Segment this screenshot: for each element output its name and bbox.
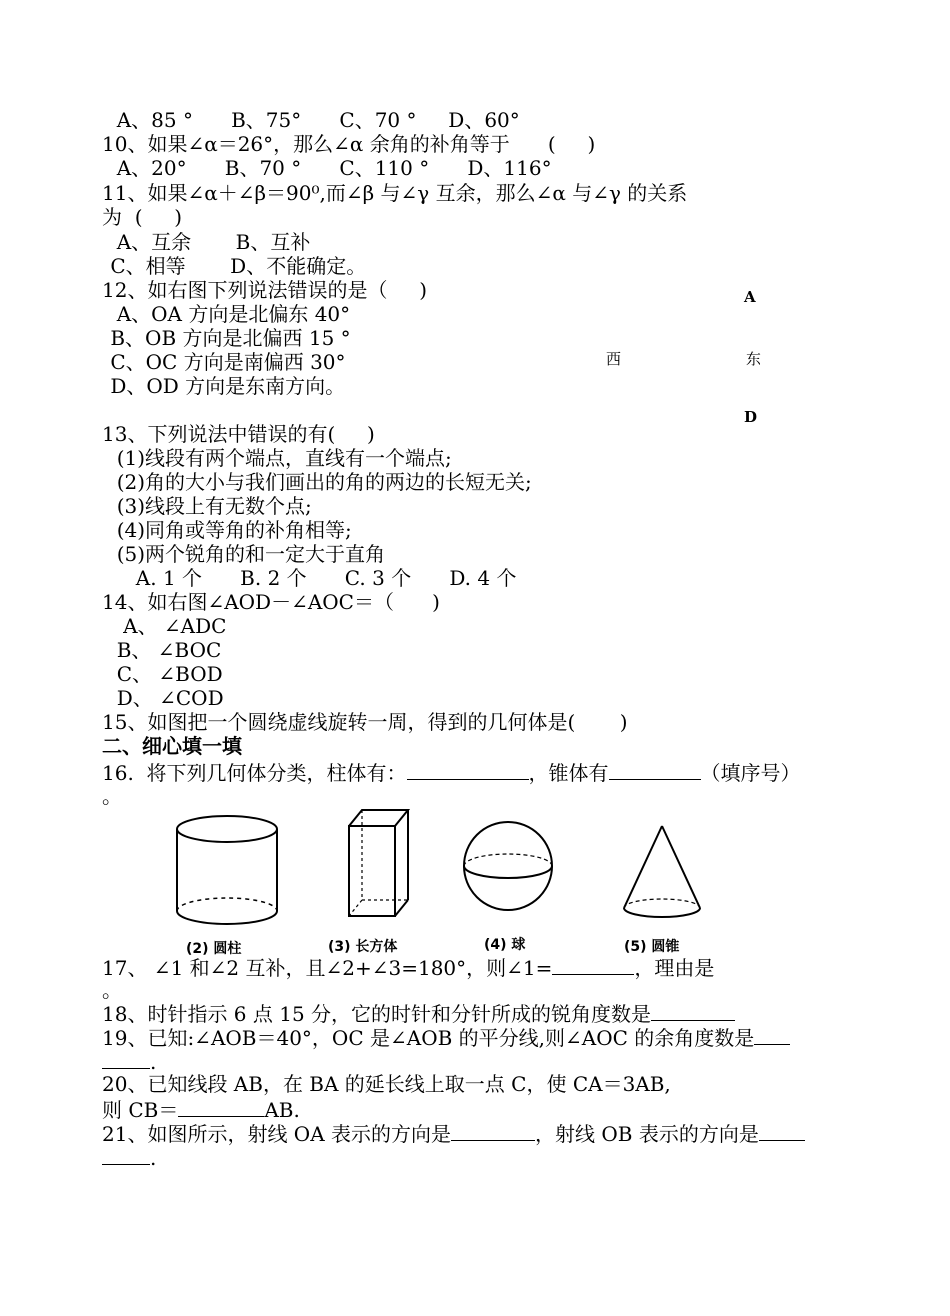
q16-blank-2	[609, 759, 701, 780]
q20-text: 20、已知线段 AB，在 BA 的延长线上取一点 C，使 CA＝3AB,	[102, 1072, 671, 1096]
q21-blank-1	[451, 1120, 535, 1141]
q20-text-cont: 则 CB＝ AB.	[102, 1098, 300, 1122]
cone-figure	[620, 822, 706, 920]
compass-label-a: A	[744, 288, 756, 306]
q17-blank-1	[552, 954, 634, 975]
q19-blank	[754, 1024, 790, 1045]
compass-label-east: 东	[746, 350, 762, 368]
q21-text-end: .	[102, 1144, 156, 1170]
shape-label-sphere: (4) 球	[484, 937, 526, 953]
q20-blank	[178, 1096, 264, 1117]
q15-text: 15、如图把一个圆绕虚线旋转一周，得到的几何体是( )	[102, 710, 628, 734]
q21-blank-2	[759, 1120, 805, 1141]
cylinder-figure	[170, 812, 290, 930]
q11-options-cd: C、相等 D、不能确定。	[104, 254, 367, 278]
q19-text: 19、已知:∠AOB＝40°，OC 是∠AOB 的平分线,则∠AOC 的余角度数是	[102, 1024, 790, 1050]
q10-options: A、20° B、70 ° C、110 ° D、116°	[104, 156, 552, 180]
sphere-figure	[460, 818, 556, 914]
q12-option-d: D、OD 方向是东南方向。	[104, 374, 346, 398]
q13-text: 13、下列说法中错误的有( )	[102, 422, 375, 446]
q12-text: 12、如右图下列说法错误的是（ )	[102, 278, 428, 302]
q9-options: A、85 ° B、75° C、70 ° D、60°	[104, 108, 520, 132]
q11-options-ab: A、互余 B、互补	[104, 230, 311, 254]
q19-blank-cont	[102, 1048, 150, 1069]
q10-text: 10、如果∠α＝26°，那么∠α 余角的补角等于 ( )	[102, 132, 596, 156]
q17-text-end: 。	[102, 978, 122, 1002]
q18-blank	[651, 1000, 735, 1021]
q13-item-3: (3)线段上有无数个点;	[104, 494, 312, 518]
section-title: 二、细心填一填	[102, 734, 242, 758]
cuboid-figure	[342, 806, 414, 922]
q14-option-c: C、 ∠BOD	[104, 662, 223, 686]
q11-text: 11、如果∠α＋∠β＝90⁰,而∠β 与∠γ 互余，那么∠α 与∠γ 的关系	[102, 181, 688, 205]
compass-label-west: 西	[606, 350, 622, 368]
q13-item-1: (1)线段有两个端点，直线有一个端点;	[104, 446, 452, 470]
q14-option-b: B、 ∠BOC	[104, 638, 222, 662]
q16-blank-1	[407, 759, 529, 780]
q21-blank-2-cont	[102, 1144, 150, 1165]
q16-text-end: 。	[102, 784, 122, 808]
q19-text-end: .	[102, 1048, 156, 1074]
shape-label-cone: (5) 圆锥	[624, 939, 680, 955]
q13-item-4: (4)同角或等角的补角相等;	[104, 518, 352, 542]
q12-option-a: A、OA 方向是北偏东 40°	[104, 302, 351, 326]
q18-text: 18、时针指示 6 点 15 分，它的时针和分针所成的锐角度数是	[102, 1000, 735, 1026]
q13-item-2: (2)角的大小与我们画出的角的两边的长短无关;	[104, 470, 532, 494]
q17-text: 17、 ∠1 和∠2 互补，且∠2+∠3=180°，则∠1= ，理由是	[102, 956, 715, 980]
q21-text: 21、如图所示，射线 OA 表示的方向是 ，射线 OB 表示的方向是	[102, 1120, 805, 1146]
q13-options: A. 1 个 B. 2 个 C. 3 个 D. 4 个	[104, 566, 517, 590]
compass-label-d: D	[744, 408, 758, 426]
q14-text: 14、如右图∠AOD－∠AOC＝（ )	[102, 590, 440, 614]
q14-option-d: D、 ∠COD	[104, 686, 224, 710]
q12-option-b: B、OB 方向是北偏西 15 °	[104, 326, 351, 350]
q13-item-5: (5)两个锐角的和一定大于直角	[104, 542, 386, 566]
shape-label-cuboid: (3) 长方体	[328, 939, 398, 955]
q12-option-c: C、OC 方向是南偏西 30°	[104, 350, 346, 374]
q11-text-cont: 为 ( )	[102, 205, 183, 229]
q14-option-a: A、 ∠ADC	[104, 614, 227, 638]
q16-text: 16. 将下列几何体分类，柱体有： ，锥体有 （填序号）	[102, 761, 801, 785]
shape-label-cylinder: (2) 圆柱	[186, 941, 242, 957]
